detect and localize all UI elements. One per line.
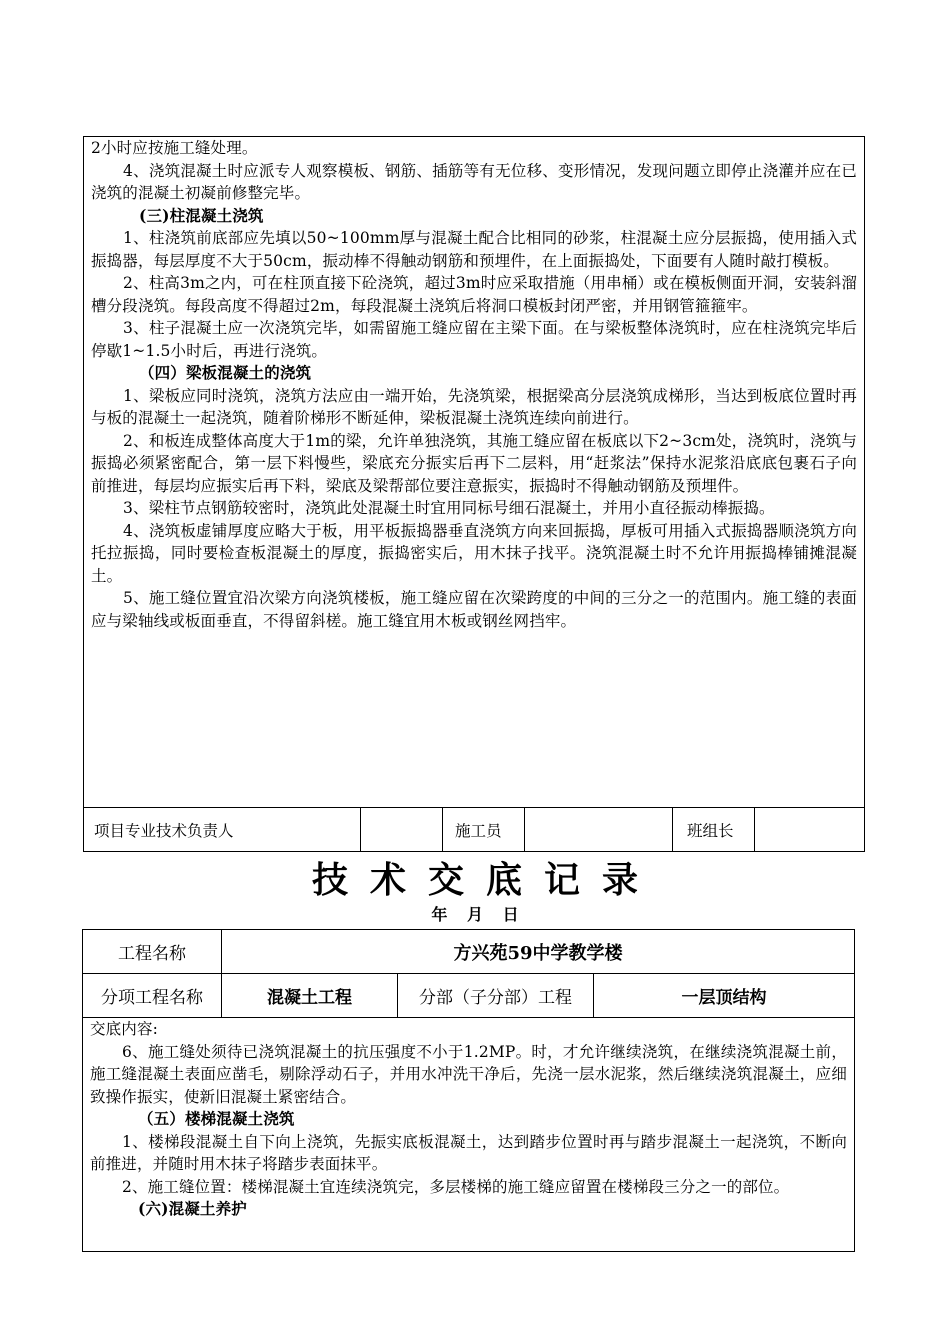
text-paragraph: 4、浇筑混凝土时应派专人观察模板、钢筋、插筋等有无位移、变形情况，发现问题立即停止浇灌并应在已浇筑的混凝土初凝前修整完毕。 bbox=[91, 161, 857, 202]
text-paragraph: 2、和板连成整体高度大于1m的梁，允许单独浇筑，其施工缝应留在板底以下2~3cm处，浇筑时，浇筑与振捣必须紧密配合，第一层下料慢些，梁底充分振实后再下二层料，用“赶浆法”保持水泥浆沿底底包裹石子向前推进，每层均应振实后再下料，梁底及梁帮部位要注意振实，振捣时不得触动钢筋及预埋件。 bbox=[91, 431, 857, 495]
text-paragraph: 4、浇筑板虚铺厚度应略大于板，用平板振捣器垂直浇筑方向来回振捣，厚板可用插入式振捣器顺浇筑方向托拉振捣，同时要检查板混凝土的厚度，振捣密实后，用木抹子找平。浇筑混凝土时不允许用振捣棒铺摊混凝土。 bbox=[91, 521, 857, 585]
text-paragraph: 6、施工缝处须待已浇筑混凝土的抗压强度不小于1.2MP。时，才允许继续浇筑，在继续浇筑混凝土前，施工缝混凝土表面应凿毛，剔除浮动石子，并用水冲洗干净后，先浇一层水泥浆，然后继续浇筑混凝土，应细致操作振实，使新旧混凝土紧密结合。 bbox=[90, 1042, 847, 1106]
sub-item-label: 分项工程名称 bbox=[101, 988, 203, 1008]
sub-item-value: 混凝土工程 bbox=[221, 974, 397, 1017]
text-paragraph: 1、楼梯段混凝土自下向上浇筑，先振实底板混凝土，达到踏步位置时再与踏步混凝土一起浇筑，不断向前推进，并随时用木抹子将踏步表面抹平。 bbox=[90, 1132, 847, 1173]
project-name-label: 工程名称 bbox=[118, 944, 186, 964]
section-heading-column: (三)柱混凝土浇筑 bbox=[139, 205, 264, 225]
handover-content bbox=[90, 1018, 847, 1221]
text-paragraph: 3、梁柱节点钢筋较密时，浇筑此处混凝土时宜用同标号细石混凝土，并用小直径振动棒振捣。 bbox=[123, 499, 775, 517]
team-leader-label: 班组长 bbox=[672, 808, 754, 851]
section-heading-beam-slab: （四）梁板混凝土的浇筑 bbox=[139, 363, 312, 382]
division-value: 一层顶结构 bbox=[593, 974, 854, 1017]
section-heading-stairs: （五）楼梯混凝土浇筑 bbox=[138, 1109, 295, 1128]
continuation-section bbox=[83, 136, 865, 852]
text-paragraph: 5、施工缝位置宜沿次梁方向浇筑楼板，施工缝应留在次梁跨度的中间的三分之一的范围内。施工缝的表面应与梁轴线或板面垂直，不得留斜槎。施工缝宜用木板或钢丝网挡牢。 bbox=[91, 589, 857, 630]
signature-row bbox=[84, 807, 864, 851]
text-paragraph: 1、梁板应同时浇筑，浇筑方法应由一端开始，先浇筑梁，根据梁高分层浇筑成梯形，当达到板底位置时再与板的混凝土一起浇筑，随着阶梯形不断延伸，梁板混凝土浇筑连续向前进行。 bbox=[91, 386, 857, 427]
constructor-label: 施工员 bbox=[442, 808, 524, 851]
constructor-signature-cell bbox=[524, 808, 672, 851]
sub-item-row bbox=[83, 974, 854, 1018]
section-heading-curing: (六)混凝土养护 bbox=[138, 1199, 247, 1218]
page-title: 技术交底记录 bbox=[311, 859, 660, 901]
content-label: 交底内容: bbox=[90, 1020, 158, 1038]
record-table bbox=[82, 929, 855, 1252]
tech-lead-label: 项目专业技术负责人 bbox=[94, 821, 234, 840]
date-line: 年 月 日 bbox=[431, 905, 519, 924]
division-label: 分部（子分部）工程 bbox=[397, 974, 593, 1017]
text-paragraph: 1、柱浇筑前底部应先填以50~100mm厚与混凝土配合比相同的砂浆，柱混凝土应分层振捣，使用插入式振捣器，每层厚度不大于50cm，振动棒不得触动钢筋和预埋件，在上面振捣处，下面要有人随时敲打模板。 bbox=[91, 229, 857, 270]
project-name-row bbox=[83, 930, 854, 974]
team-leader-signature-cell bbox=[754, 808, 864, 851]
text-paragraph: 2、柱高3m之内，可在柱顶直接下砼浇筑，超过3m时应采取措施（用串桶）或在模板侧面开洞，安装斜溜槽分段浇筑。每段高度不得超过2m，每段混凝土浇筑后将洞口模板封闭严密，并用钢管箍箍牢。 bbox=[91, 274, 857, 315]
text-paragraph: 2小时应按施工缝处理。 bbox=[91, 139, 258, 157]
tech-lead-signature-cell bbox=[360, 808, 442, 851]
text-paragraph: 3、柱子混凝土应一次浇筑完毕，如需留施工缝应留在主梁下面。在与梁板整体浇筑时，应在柱浇筑完毕后停歇1~1.5小时后，再进行浇筑。 bbox=[91, 319, 857, 360]
continuation-content bbox=[91, 137, 857, 632]
text-paragraph: 2、施工缝位置：楼梯混凝土宜连续浇筑完，多层楼梯的施工缝应留置在楼梯段三分之一的部位。 bbox=[122, 1177, 790, 1196]
project-name-value: 方兴苑59中学教学楼 bbox=[221, 930, 854, 973]
